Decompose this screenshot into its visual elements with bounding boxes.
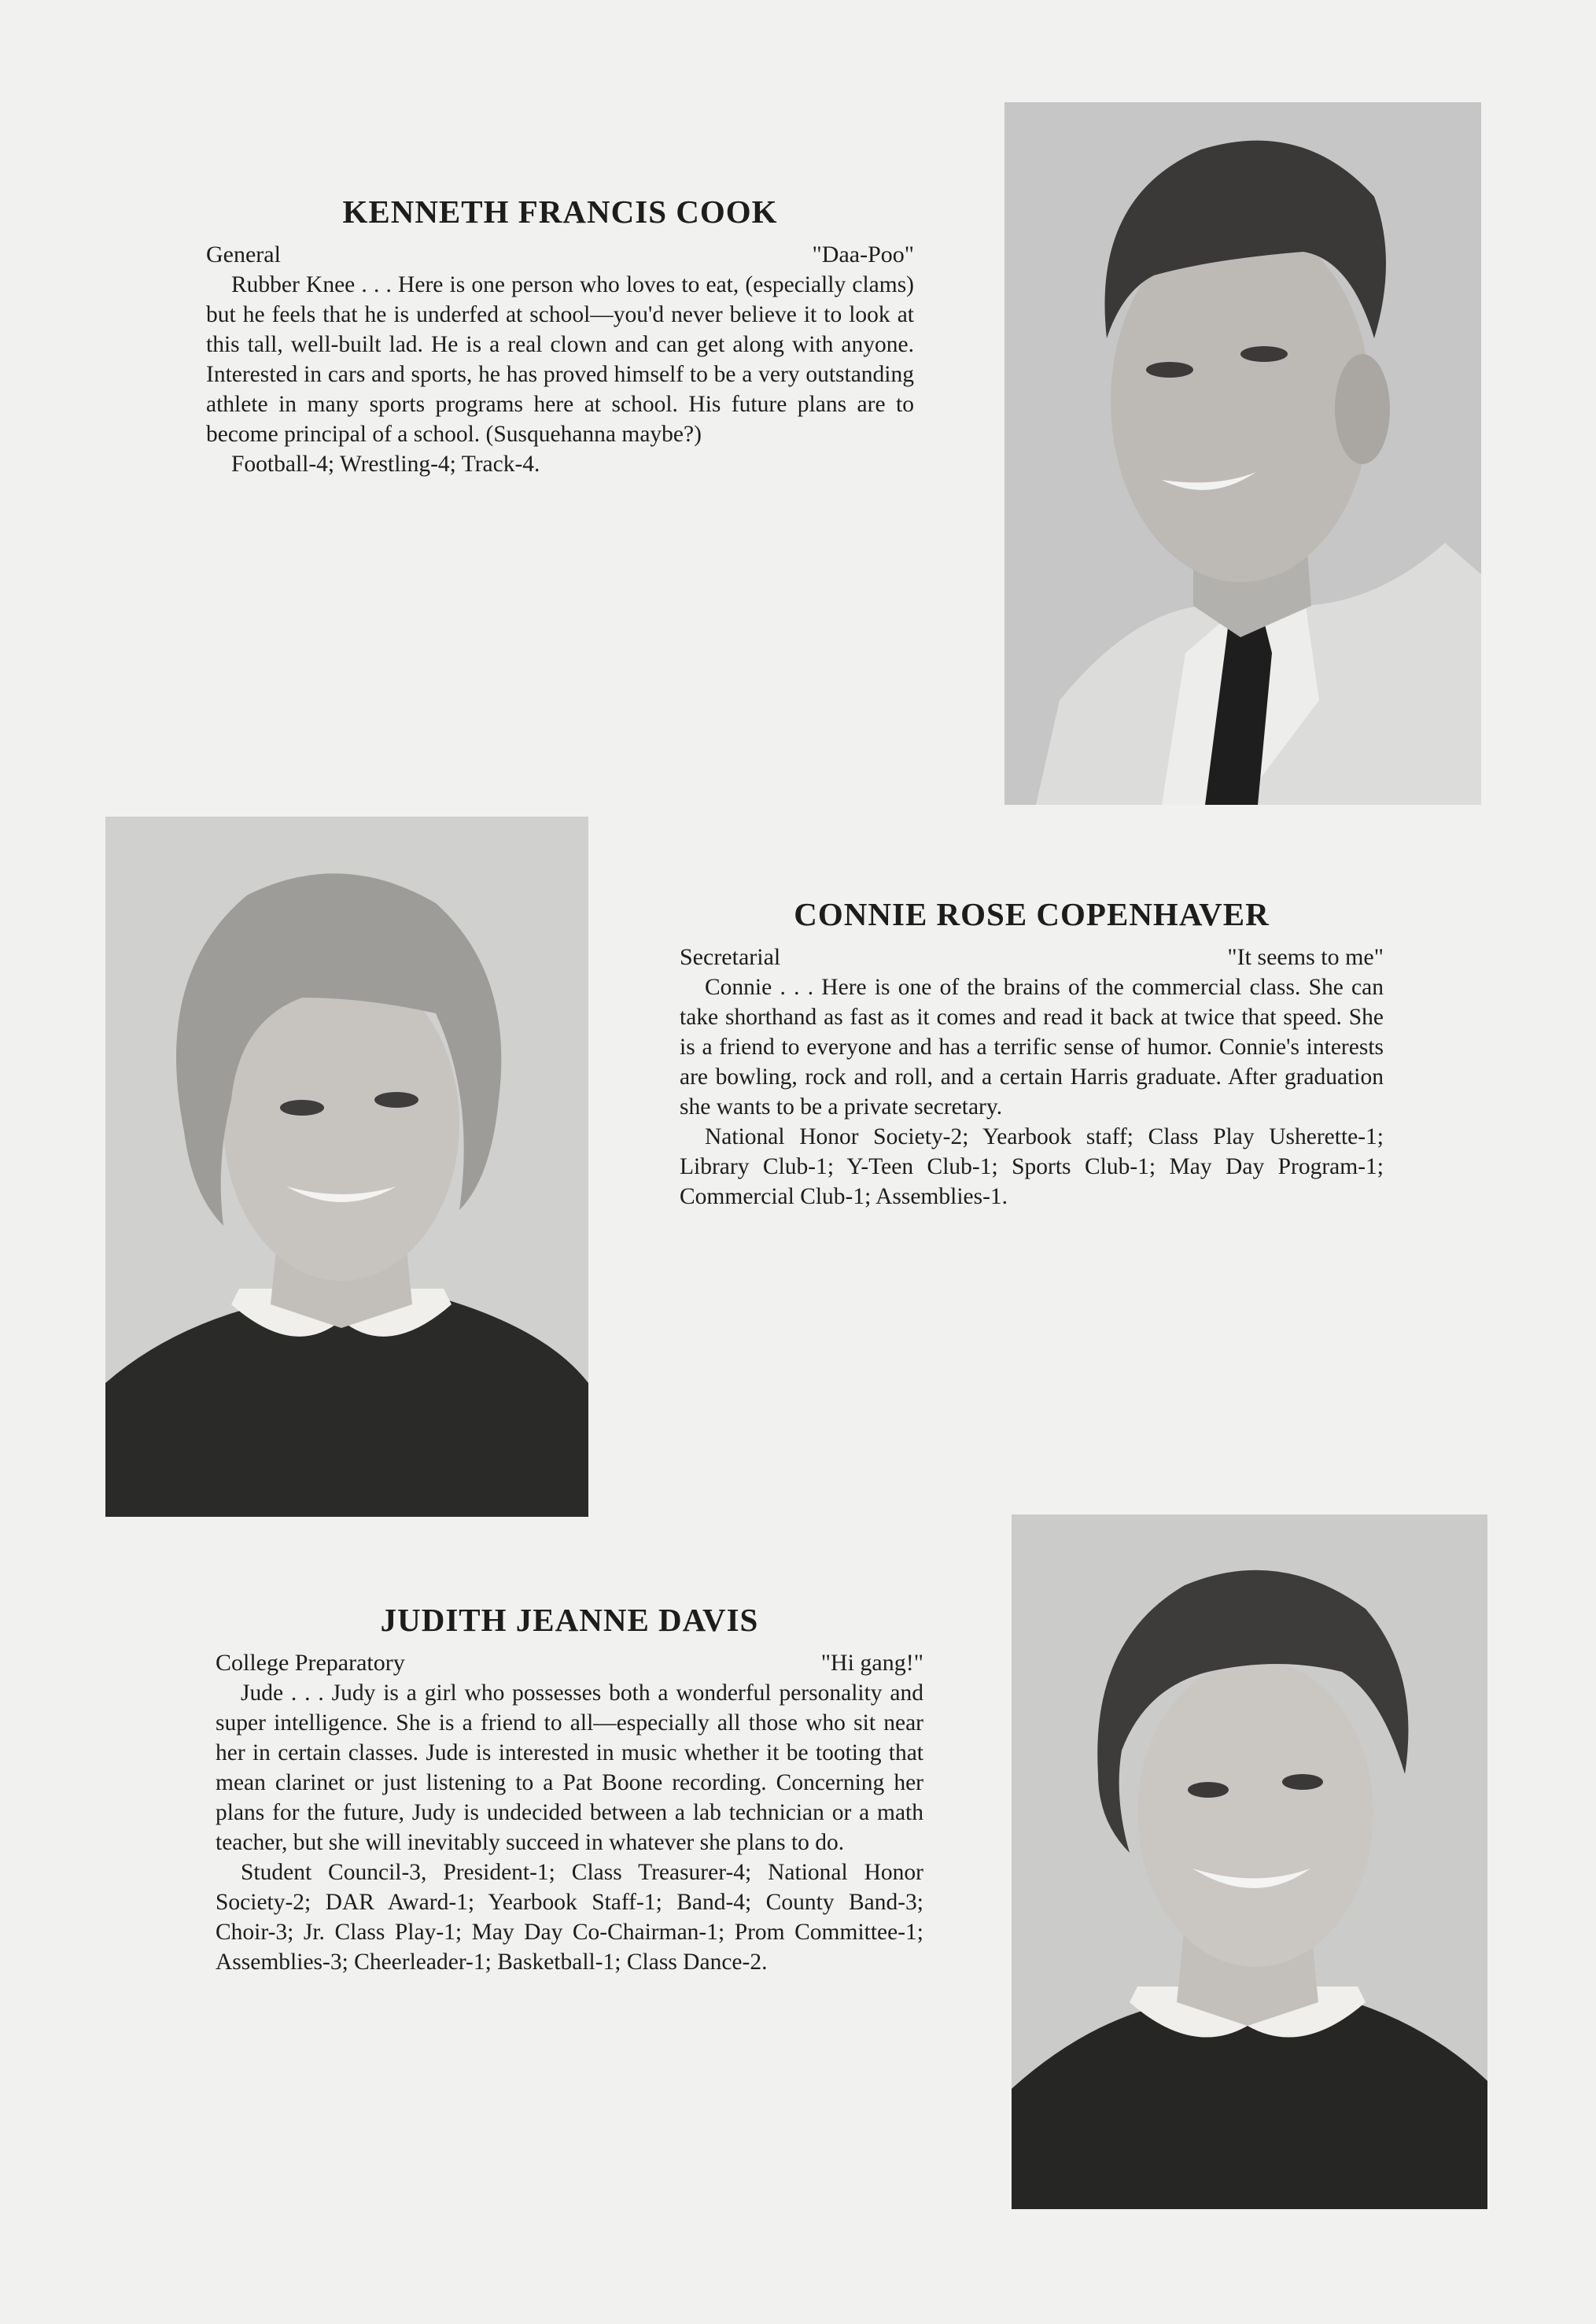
- entry-kenneth-cook: [206, 193, 914, 479]
- portrait-photo-judith: [1012, 1514, 1487, 2209]
- course-row: [206, 240, 914, 270]
- motto: "Daa-Poo": [812, 242, 914, 267]
- entry-connie-copenhaver: [680, 895, 1384, 1212]
- portrait-photo-kenneth: [1004, 102, 1481, 805]
- student-name: CONNIE ROSE COPENHAVER: [794, 896, 1270, 932]
- bio-text: Rubber Knee . . . Here is one person who loves to eat, (especially clams) but he feels that he is underfed at school—you'd never believe it to look at this tall, well-built lad. He is a real clown and can get along with anyone. Interested in cars and sports, he has proved himself to be a very outstanding athlete in many sports programs here at school. His future plans are to become principal of a school. (Susquehanna maybe?): [206, 272, 914, 447]
- activities-text: Football-4; Wrestling-4; Track-4.: [231, 452, 540, 477]
- motto: "It seems to me": [1227, 944, 1384, 970]
- course-row: [680, 943, 1384, 972]
- bio-text: Jude . . . Judy is a girl who possesses both a wonderful personality and super intelligence. She is a friend to all—especially all those who sit near her in certain classes. Jude is interested in music whether it be tooting that mean clarinet or just listening to a Pat Boone recording. Concerning her plans for the future, Judy is undecided between a lab technician or a math teacher, but she will inevitably succeed in whatever she plans to do.: [216, 1680, 923, 1855]
- student-name: JUDITH JEANNE DAVIS: [380, 1602, 759, 1638]
- motto: "Hi gang!": [820, 1650, 923, 1676]
- student-name: KENNETH FRANCIS COOK: [342, 194, 778, 230]
- bio-text: Connie . . . Here is one of the brains of the commercial class. She can take shorthand as fast as it comes and read it back at twice that speed. She is a friend to everyone and has a terrific sense of humor. Connie's interests are bowling, rock and roll, and a certain Harris graduate. After graduation she wants to be a private secretary.: [680, 975, 1384, 1120]
- course-label: Secretarial: [680, 944, 781, 970]
- entry-judith-davis: [216, 1601, 923, 1977]
- course-row: [216, 1648, 923, 1678]
- portrait-photo-connie: [105, 817, 588, 1517]
- course-label: College Preparatory: [216, 1650, 405, 1676]
- course-label: General: [206, 242, 281, 267]
- activities-text: Student Council-3, President-1; Class Treasurer-4; National Honor Society-2; DAR Award-1; Yearbook Staff-1; Band-4; County Band-3; Choir-3; Jr. Class Play-1; May Day Co-Chairman-1; Prom Committee-1; Assemblies-3; Cheerleader-1; Basketball-1; Class Dance-2.: [216, 1860, 923, 1975]
- activities-text: National Honor Society-2; Yearbook staff; Class Play Usherette-1; Library Club-1; Y-Teen Club-1; Sports Club-1; May Day Program-1; Commercial Club-1; Assemblies-1.: [680, 1124, 1384, 1209]
